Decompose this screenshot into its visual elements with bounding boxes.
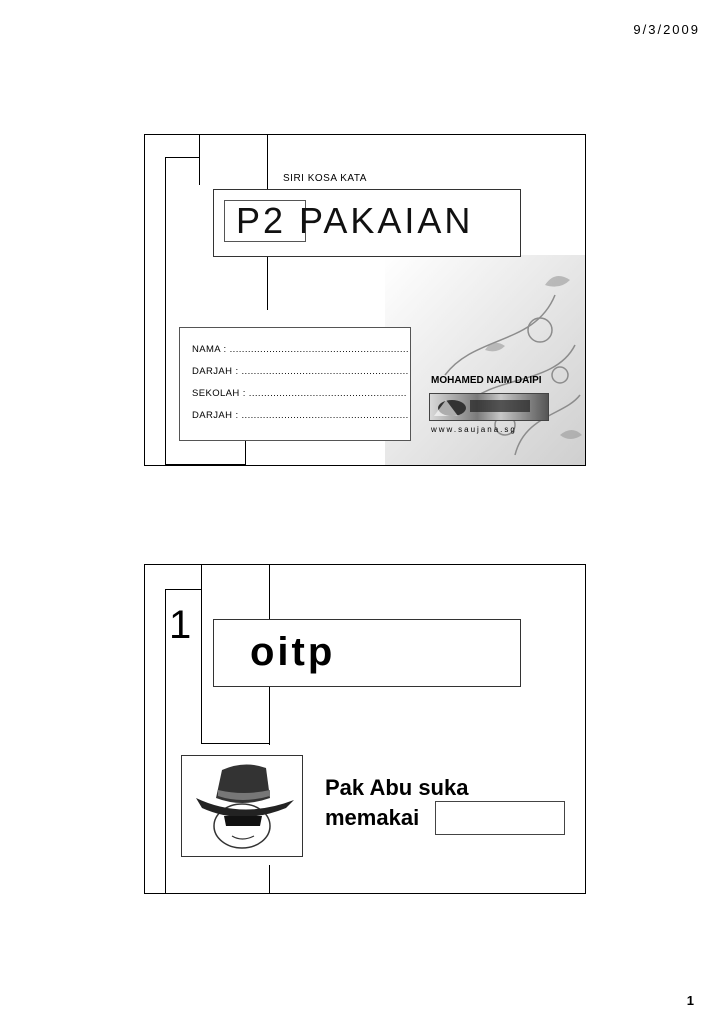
- scrambled-word: oitp: [250, 630, 336, 674]
- frame-line: [165, 157, 199, 158]
- scrambled-word-box: [213, 619, 521, 687]
- frame-line: [199, 135, 200, 157]
- slide-vocab-1: [144, 564, 586, 894]
- sentence-line-2: memakai: [325, 805, 420, 830]
- frame-line: [201, 589, 202, 744]
- frame-line: [201, 743, 269, 744]
- saujana-logo: [429, 393, 549, 421]
- frame-line: [165, 589, 201, 590]
- illustration-frame: [181, 755, 303, 857]
- frame-line: [165, 157, 166, 465]
- frame-line: [165, 464, 245, 466]
- student-info-form: [179, 327, 411, 441]
- title-box: [213, 189, 521, 257]
- page-title: P2 PAKAIAN: [236, 200, 474, 241]
- nama-field[interactable]: NAMA : ...........................................................: [192, 344, 409, 355]
- author-name: MOHAMED NAIM DAIPI: [431, 375, 542, 386]
- frame-line: [199, 157, 200, 185]
- sekolah-field[interactable]: SEKOLAH : ....................................................: [192, 388, 407, 399]
- frame-line: [201, 565, 202, 589]
- page-date: 9/3/2009: [633, 22, 700, 37]
- darjah-field[interactable]: DARJAH : .......................................................: [192, 366, 409, 377]
- frame-line: [269, 865, 270, 893]
- question-number: 1: [169, 603, 192, 647]
- frame-line: [165, 589, 166, 893]
- series-subtitle: SIRI KOSA KATA: [283, 173, 367, 184]
- darjah-field-2[interactable]: DARJAH : .......................................................: [192, 410, 409, 421]
- answer-blank[interactable]: [435, 801, 565, 835]
- page-number: 1: [686, 993, 694, 1008]
- sentence-line-1: Pak Abu suka: [325, 775, 469, 800]
- slide-title: [144, 134, 586, 466]
- website-url[interactable]: www.saujana.sg: [431, 425, 517, 434]
- hat-man-illustration: [182, 756, 302, 856]
